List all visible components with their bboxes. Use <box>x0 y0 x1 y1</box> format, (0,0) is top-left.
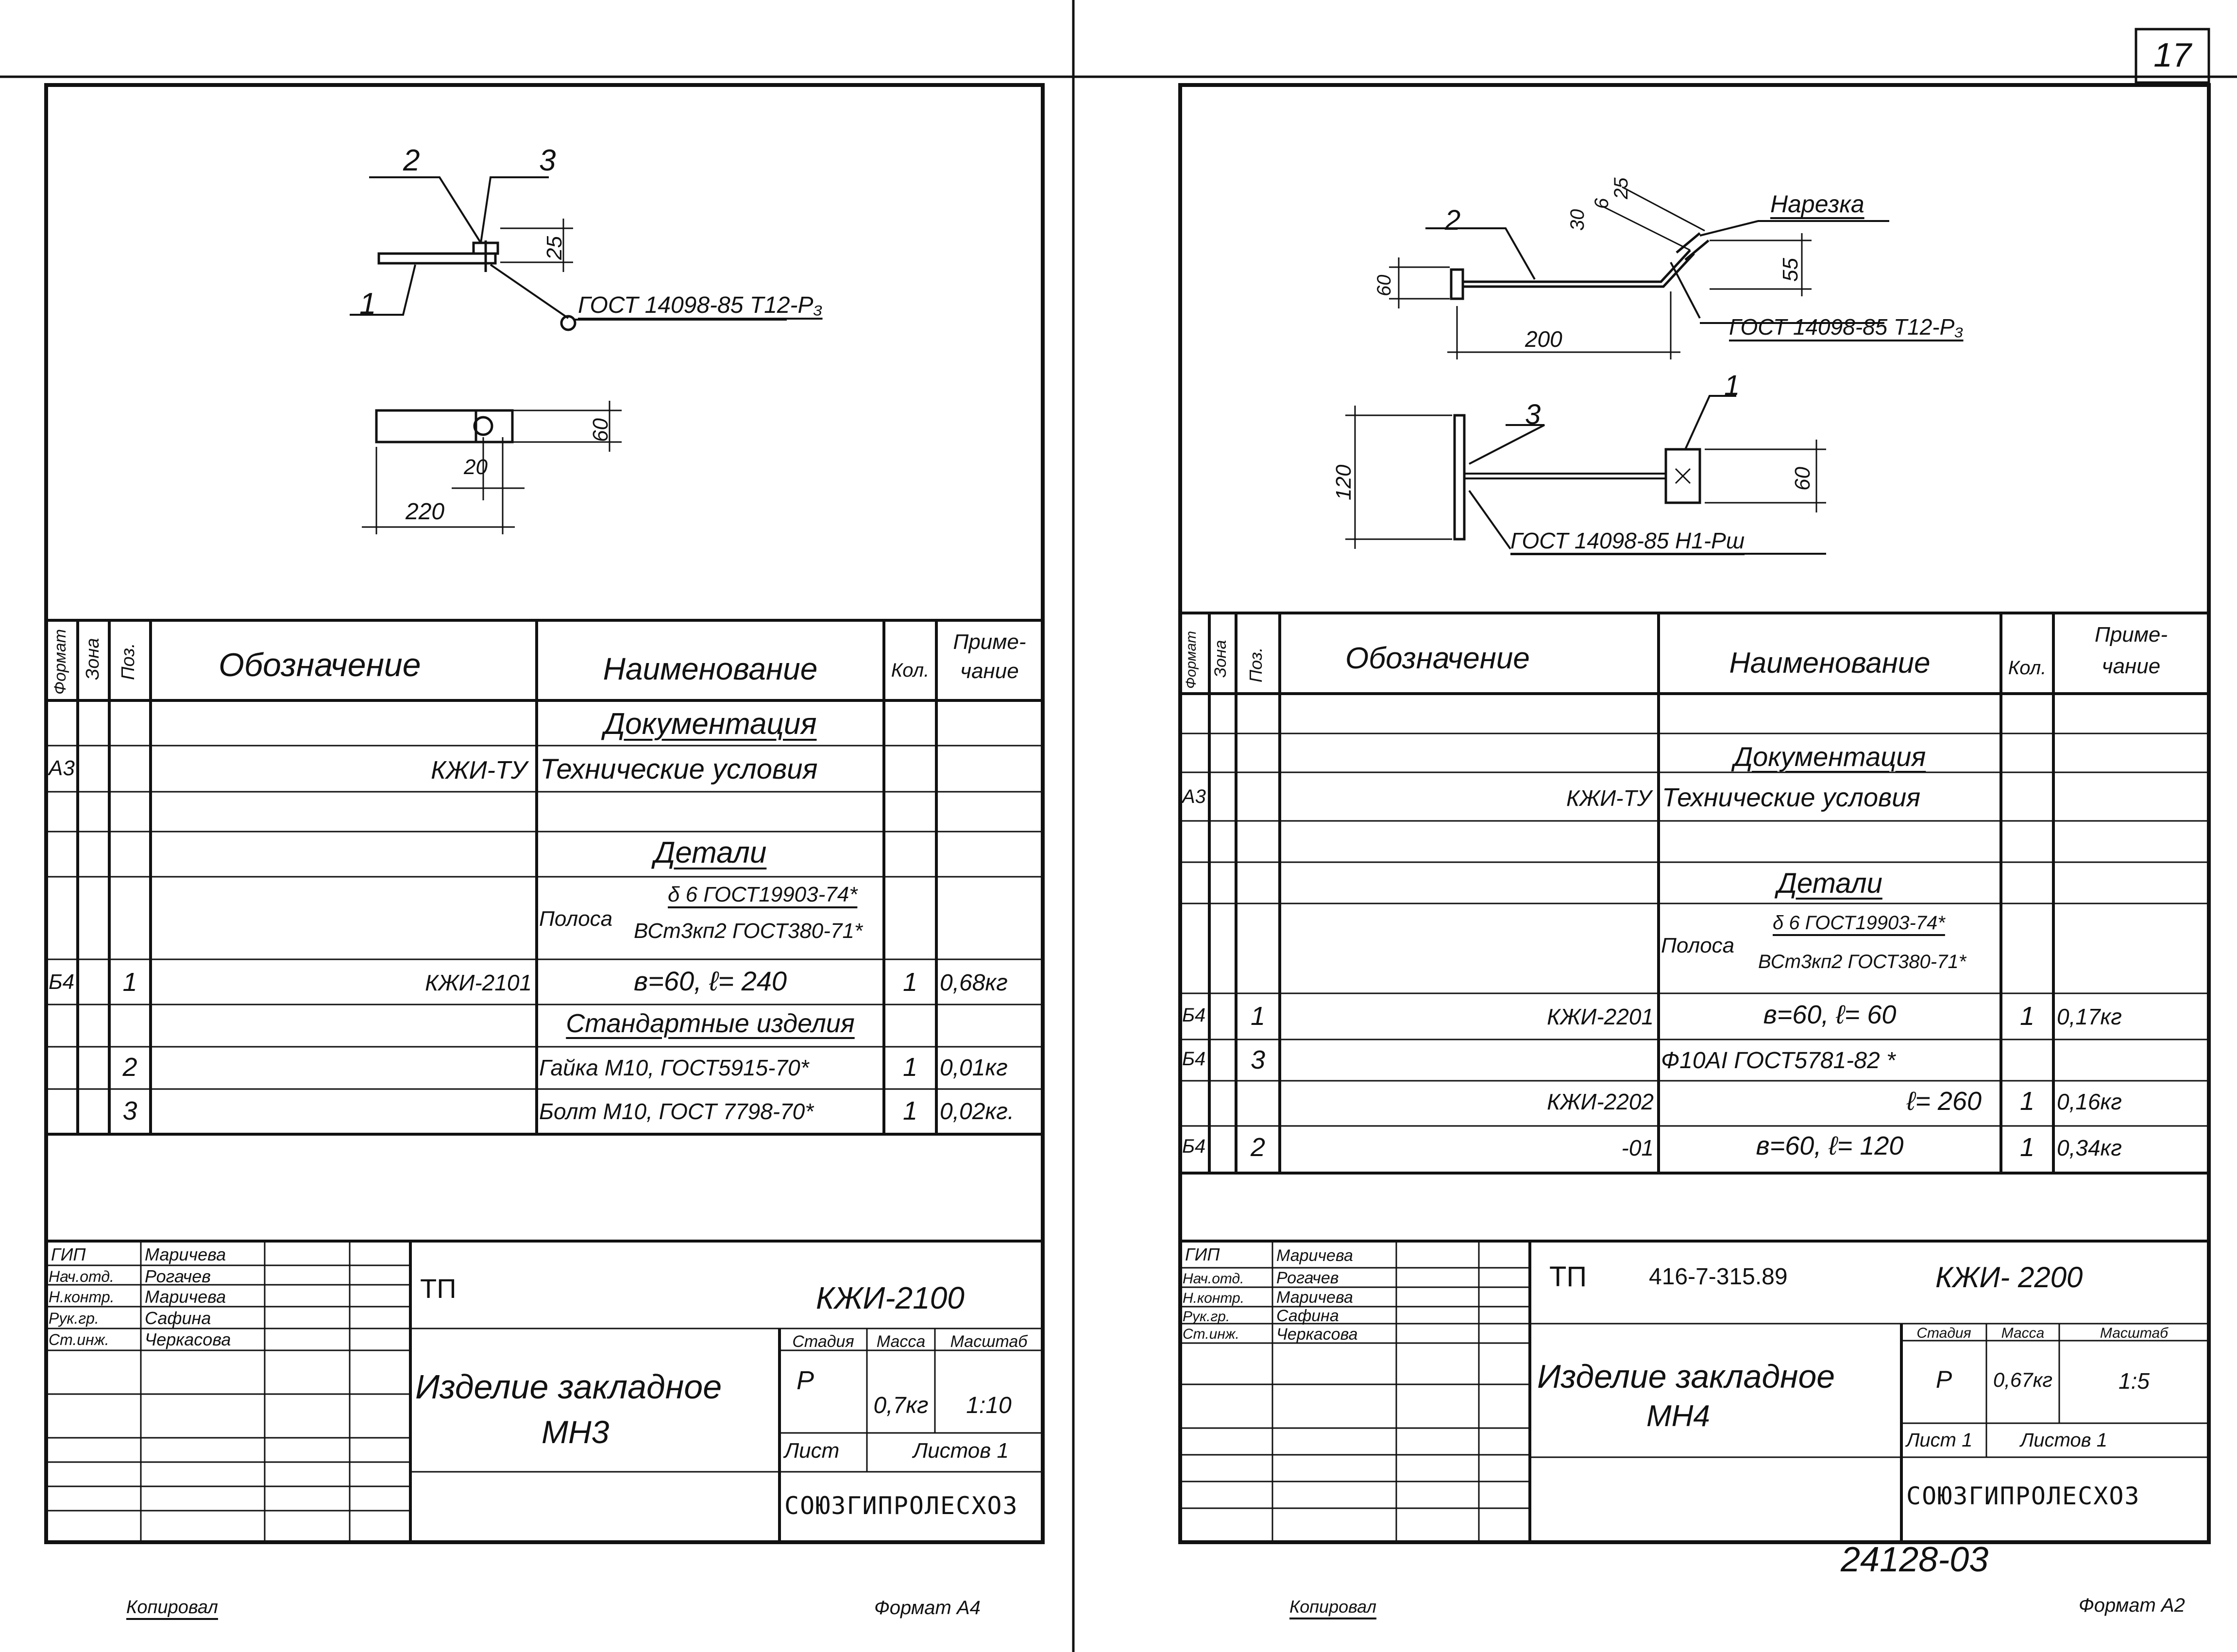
spec-row-designation: КЖИ-2202 <box>1547 1089 1654 1114</box>
dimension-60: 60 <box>1373 274 1395 296</box>
spec-row-name: Ф10АI ГОСТ5781-82 * <box>1661 1048 1896 1073</box>
leader-label-1: 1 <box>359 287 376 321</box>
spec-header-format: Формат <box>51 629 69 695</box>
footer-copied: Копировал <box>1289 1597 1377 1617</box>
tb-title: Изделие закладное <box>415 1368 722 1406</box>
tb-stage: Р <box>1935 1366 1952 1393</box>
tb-role: ГИП <box>1185 1244 1220 1264</box>
spec-row-name: Технические условия <box>540 753 818 785</box>
footer-format: Формат А2 <box>2079 1595 2185 1616</box>
tb-project: ТП <box>1549 1261 1587 1293</box>
footer-copied: Копировал <box>126 1597 218 1618</box>
tb-role: Нач.отд. <box>1183 1271 1244 1287</box>
tb-role: Нач.отд. <box>49 1268 114 1285</box>
tb-name: Маричева <box>1276 1288 1353 1307</box>
spec-row-name: в=60, ℓ= 60 <box>1763 1000 1897 1029</box>
tb-name: Маричева <box>145 1244 226 1264</box>
tb-name: Рогачев <box>1276 1269 1339 1287</box>
footer-format: Формат А4 <box>874 1597 981 1618</box>
spec-header-note-1: Приме- <box>953 630 1026 654</box>
spec-row-note: 0,02кг. <box>940 1099 1015 1124</box>
dimension-60: 60 <box>1791 467 1814 491</box>
tb-role: Н.контр. <box>49 1288 115 1306</box>
spec-row-name: Технические условия <box>1662 783 1921 812</box>
tb-scale-label: Масштаб <box>950 1332 1028 1351</box>
dimension-30: 30 <box>1567 209 1588 231</box>
tb-scale: 1:5 <box>2118 1368 2150 1394</box>
spec-row-note: 0,16кг <box>2057 1089 2122 1114</box>
spec-row-format: А3 <box>1182 786 1206 807</box>
strip-label: Полоса <box>1661 934 1735 957</box>
strip-spec-top: δ 6 ГОСТ19903-74* <box>668 883 858 906</box>
dimension-120: 120 <box>1332 464 1356 500</box>
leader-label-3: 3 <box>1525 399 1541 430</box>
spec-header-qty: Кол. <box>2008 657 2047 679</box>
spec-row-pos: 2 <box>122 1053 137 1082</box>
spec-row-qty: 1 <box>2019 1087 2035 1116</box>
dimension-55: 55 <box>1779 258 1802 282</box>
spec-row-format: А3 <box>49 756 75 780</box>
tb-name: Сафина <box>145 1308 211 1328</box>
spec-section-documentation: Документация <box>1733 741 1926 772</box>
spec-row-format: Б4 <box>49 970 75 994</box>
spec-header-name: Наименование <box>1729 647 1931 679</box>
strip-spec-top: δ 6 ГОСТ19903-74* <box>1773 912 1945 934</box>
spec-row-designation: КЖИ-2101 <box>425 970 532 995</box>
spec-header-note-2: чание <box>960 659 1019 683</box>
weld-gost-note: ГОСТ 14098-85 Т12-Р₃ <box>1729 314 1964 340</box>
dimension-200: 200 <box>1525 326 1562 352</box>
tb-name: Сафина <box>1276 1307 1339 1325</box>
leader-label-2: 2 <box>1445 204 1461 236</box>
spec-row-designation: КЖИ-ТУ <box>431 756 527 784</box>
tb-sheets: Листов 1 <box>913 1439 1009 1463</box>
spec-header-designation: Обозначение <box>219 647 421 683</box>
tb-document-code: КЖИ-2100 <box>816 1280 965 1315</box>
spec-header-name: Наименование <box>603 651 818 686</box>
spec-row-qty: 1 <box>902 968 918 997</box>
dimension-25: 25 <box>542 236 566 260</box>
spec-row-pos: 2 <box>1250 1133 1266 1162</box>
leader-label-2: 2 <box>403 144 420 177</box>
tb-sheet: Лист <box>784 1439 840 1463</box>
weld-gost-note: ГОСТ 14098-85 Н1-Рш <box>1510 528 1745 553</box>
tb-name: Черкасова <box>145 1329 231 1349</box>
spec-row-note: 0,01кг <box>940 1055 1008 1081</box>
spec-header-note-2: чание <box>2101 654 2161 678</box>
spec-header-pos: Поз. <box>1246 647 1266 682</box>
strip-spec-bottom: ВСт3кп2 ГОСТ380-71* <box>634 919 863 943</box>
spec-row-format: Б4 <box>1182 1136 1206 1157</box>
page-number: 17 <box>2153 36 2191 74</box>
spec-row-name: Гайка М10, ГОСТ5915-70* <box>539 1055 809 1080</box>
tb-title-mark: МН3 <box>542 1414 610 1450</box>
spec-header-pos: Поз. <box>118 643 138 680</box>
tb-role: Рук.гр. <box>1183 1309 1230 1325</box>
tb-project: ТП <box>420 1273 457 1304</box>
spec-row-format: Б4 <box>1182 1048 1206 1070</box>
tb-role: Н.контр. <box>1183 1290 1245 1306</box>
spec-row-qty: 1 <box>2019 1002 2035 1031</box>
tb-organization: СОЮЗГИПРОЛЕСХОЗ <box>1906 1482 2140 1510</box>
spec-header-designation: Обозначение <box>1345 642 1530 675</box>
dimension-60: 60 <box>589 418 612 442</box>
strip-spec-bottom: ВСт3кп2 ГОСТ380-71* <box>1758 951 1966 972</box>
spec-row-name: Болт М10, ГОСТ 7798-70* <box>539 1099 814 1124</box>
spec-section-standard: Стандартные изделия <box>566 1009 855 1038</box>
spec-row-qty: 1 <box>902 1096 918 1125</box>
spec-row-name: ℓ= 260 <box>1906 1087 1982 1116</box>
strip-label: Полоса <box>539 907 613 931</box>
dimension-220: 220 <box>406 499 445 525</box>
leader-label-1: 1 <box>1724 370 1740 401</box>
spec-row-note: 0,68кг <box>940 970 1008 996</box>
spec-header-zone: Зона <box>1211 640 1230 678</box>
spec-row-pos: 1 <box>122 968 137 997</box>
tb-sheet: Лист 1 <box>1906 1430 1973 1451</box>
tb-name: Рогачев <box>145 1266 211 1286</box>
tb-role: ГИП <box>51 1244 86 1264</box>
tb-role: Рук.гр. <box>49 1310 99 1327</box>
spec-row-qty: 1 <box>902 1053 918 1082</box>
spec-row-designation: -01 <box>1621 1135 1654 1160</box>
spec-row-pos: 3 <box>1250 1045 1266 1074</box>
spec-row-pos: 1 <box>1250 1002 1266 1031</box>
tb-role: Ст.инж. <box>49 1331 109 1348</box>
spec-header-note-1: Приме- <box>2094 623 2168 647</box>
tb-scale-label: Масштаб <box>2100 1325 2169 1341</box>
tb-scale: 1:10 <box>966 1393 1012 1418</box>
spec-header-qty: Кол. <box>891 660 930 681</box>
spec-section-parts: Детали <box>654 836 767 869</box>
tb-stage-label: Стадия <box>1916 1325 1971 1341</box>
spec-row-qty: 1 <box>2019 1133 2035 1162</box>
tb-document-code: КЖИ- 2200 <box>1935 1261 2083 1294</box>
spec-row-name: в=60, ℓ= 120 <box>1756 1131 1904 1160</box>
tb-stage-label: Стадия <box>792 1332 854 1351</box>
dimension-25: 25 <box>1610 177 1632 199</box>
tb-organization: СОЮЗГИПРОЛЕСХОЗ <box>784 1492 1018 1520</box>
tb-name: Маричева <box>145 1287 226 1307</box>
tb-role: Ст.инж. <box>1183 1326 1239 1342</box>
spec-section-documentation: Документация <box>604 707 817 741</box>
spec-row-designation: КЖИ-ТУ <box>1566 785 1651 811</box>
tb-stage: Р <box>797 1366 814 1395</box>
spec-row-note: 0,34кг <box>2057 1135 2122 1160</box>
thread-label: Нарезка <box>1770 190 1864 218</box>
tb-mass-label: Масса <box>876 1332 926 1351</box>
tb-mass: 0,67кг <box>1993 1368 2053 1391</box>
tb-mass-label: Масса <box>2001 1325 2045 1341</box>
tb-name: Маричева <box>1276 1246 1353 1265</box>
tb-project-number: 416-7-315.89 <box>1649 1264 1788 1290</box>
spec-row-name: в=60, ℓ= 240 <box>633 966 787 996</box>
tb-sheets: Листов 1 <box>2020 1430 2108 1451</box>
spec-row-note: 0,17кг <box>2057 1004 2122 1029</box>
spec-section-parts: Детали <box>1777 868 1882 899</box>
spec-header-zone: Зона <box>83 638 103 680</box>
spec-row-designation: КЖИ-2201 <box>1547 1004 1654 1029</box>
tb-title: Изделие закладное <box>1537 1358 1835 1395</box>
leader-label-3: 3 <box>539 144 556 177</box>
spec-header-format: Формат <box>1183 630 1199 689</box>
tb-name: Черкасова <box>1276 1325 1358 1344</box>
dimension-20: 20 <box>464 455 488 479</box>
tb-title-mark: МН4 <box>1646 1399 1710 1433</box>
document-number: 24128-03 <box>1841 1540 1989 1579</box>
dimension-6: 6 <box>1591 198 1612 209</box>
weld-gost-note: ГОСТ 14098-85 Т12-Р₃ <box>578 292 823 318</box>
spec-row-format: Б4 <box>1182 1005 1206 1026</box>
spec-row-pos: 3 <box>122 1096 137 1125</box>
tb-mass: 0,7кг <box>873 1393 929 1418</box>
